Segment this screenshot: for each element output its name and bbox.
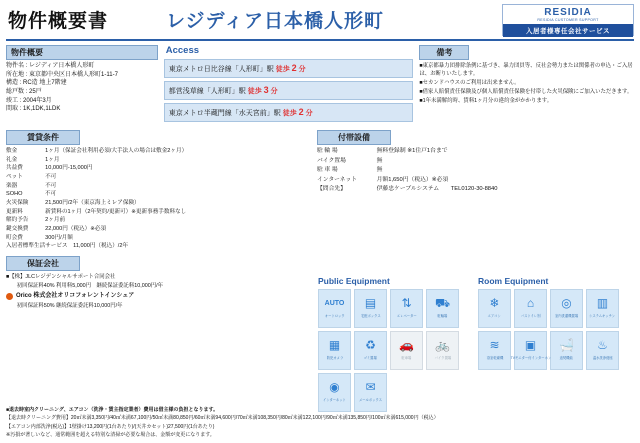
brand-name: RESIDIA (544, 7, 592, 18)
remarks-item: ■セカンドハウスのご利用は出来ません。 (419, 80, 520, 87)
equipment-row (317, 157, 628, 167)
washing-machine-icon (550, 289, 583, 328)
orico-name: Orico 株式会社オリコフォレントインシュア (16, 293, 135, 300)
icon-caption: 防犯カメラ (326, 356, 343, 360)
access-walk-label: 徒歩 (275, 66, 290, 73)
bath-toilet-separate-glyph: ⌂ (526, 296, 535, 310)
access-row (164, 103, 414, 122)
icon-caption: 宅配ボックス (360, 314, 381, 318)
auto-lock-icon (318, 289, 351, 328)
footer-line: ※汚損が著しいなど、通常範囲を超える特別な清掃が必要な場合は、金額が変更になります。 (6, 431, 215, 438)
equipment-value: 無 (376, 167, 383, 174)
overview-heading: 物件概要 (6, 45, 158, 60)
icon-caption: インターネット (323, 398, 346, 402)
property-name-title: レジディア日本橋人形町 (166, 10, 385, 32)
room-equipment-heading: Room Equipment (478, 276, 549, 286)
internet-glyph: ◉ (329, 380, 340, 394)
equipment-value: 無 (376, 157, 383, 164)
mailbox-glyph: ✉ (365, 380, 376, 394)
icon-caption: システムキッチン (589, 314, 616, 318)
equipment-heading: 付帯設備 (317, 130, 391, 145)
bike-parking-icon (426, 331, 459, 370)
guarantee-item: ■【株】JLCレジデンシャルサポート合同会社 (6, 273, 116, 280)
overview-row: 物件名 : レジディア日本橋人形町 (6, 63, 95, 69)
overview-row: 総戸数 : 25戸 (6, 89, 42, 96)
remarks-column (419, 45, 634, 125)
top-section (6, 45, 634, 125)
guarantee-item: 初回保証料40% 利用料5,000円 継続保証委託料10,000円/年 (6, 282, 163, 289)
rent-row: 更新料 新賃料の1ヶ月（2年契約/更新可）※更新事務手数料なし (6, 208, 187, 215)
icon-caption: バストイレ別 (520, 314, 541, 318)
delivery-box-glyph: ▤ (364, 296, 377, 310)
air-conditioner-icon (478, 289, 511, 328)
equipment-text-column (317, 130, 628, 251)
tv-intercom-icon (510, 331, 551, 370)
access-minutes-unit: 分 (305, 110, 313, 117)
access-line: 東京メトロ日比谷線「人形町」駅 (168, 66, 274, 73)
equipment-value: 月額1,650円（税込）※必須 (376, 176, 449, 183)
auto-lock-glyph: AUTO (324, 299, 345, 307)
header-divider (6, 39, 634, 41)
remarks-item: ■東京都暴力団排除条例に基づき、暴力団員等、反社会勢力または関係者の申込・ご入居は、お断りいたします。 (419, 63, 633, 78)
delivery-box-icon (354, 289, 387, 328)
overview-row: 所在地 : 東京都中央区日本橋人形町1-11-7 (6, 71, 118, 78)
equipment-note: ※1住戸1台まで (407, 148, 448, 154)
rent-row: 町会費 300円/月額 (6, 234, 73, 241)
page-title: 物件概要書 (8, 10, 109, 32)
access-walk-label: 徒歩 (247, 88, 262, 95)
middle-section (6, 130, 634, 251)
rent-row: SOHO 不可 (6, 191, 57, 198)
remarks-item: ■1年未満解約時、賃料1ヶ月分の違約金がかかります。 (419, 98, 553, 105)
access-minutes: 3 (263, 85, 269, 95)
bicycle-parking-glyph: ⛟ (434, 296, 451, 310)
footer-line: ■退去時室内クリーニング、エアコン（洗浄・賃主指定業者）費用は借主様の負担となります。 (6, 407, 219, 413)
tv-intercom-glyph: ▣ (524, 338, 537, 352)
icon-caption: 浴室乾燥機 (486, 356, 503, 360)
access-row (164, 59, 414, 78)
rent-column (6, 130, 311, 251)
rent-row: 敷金 1ヶ月（保証会社利用必須/大手法人の場合は敷金2ヶ月） (6, 148, 188, 154)
access-column (164, 45, 414, 125)
equipment-row (317, 166, 628, 176)
air-conditioner-glyph: ❄ (489, 296, 500, 310)
rent-row: 鍵交換費 22,000円（税込）※必須 (6, 225, 107, 232)
rent-row: 火災保険 21,500円/2年（東京海上ミレア保険） (6, 199, 140, 206)
washing-machine-glyph: ◎ (561, 296, 572, 310)
room-equipment-panel (478, 276, 626, 412)
security-camera-glyph: ▦ (328, 338, 341, 352)
rent-row: 礼金 1ヶ月 (6, 156, 60, 163)
equipment-contact-label: 【問合先】 (317, 186, 346, 193)
icon-caption: 追焚機能 (559, 356, 574, 360)
bathroom-dryer-glyph: ≋ (489, 338, 500, 352)
access-minutes-unit: 分 (298, 66, 306, 73)
orico-row (6, 292, 311, 302)
equipment-icon-panels (318, 276, 634, 412)
parking-glyph: 🚗 (399, 338, 414, 352)
equipment-label: 駐 輪 場 (317, 148, 338, 154)
elevator-icon (390, 289, 423, 328)
icon-caption: ゴミ置場 (363, 356, 378, 360)
equipment-label: 駐 車 場 (317, 167, 338, 174)
rent-row: ペット 不可 (6, 173, 57, 180)
rent-row: 楽器 不可 (6, 182, 57, 189)
public-equipment-panel (318, 276, 466, 412)
equipment-label: バイク置場 (317, 157, 346, 164)
warm-toilet-seat-icon (586, 331, 619, 370)
overview-row: 間取 : 1K,1DK,1LDK (6, 106, 61, 113)
auto-bath-icon (550, 331, 583, 370)
brand-badge: 入居者様専任会社サービス (503, 24, 633, 37)
icon-caption: エレベーター (396, 314, 417, 318)
equipment-row (317, 176, 628, 186)
overview-row: 構造 : RC造 地上7階建 (6, 80, 67, 87)
guarantee-section (6, 256, 311, 311)
security-camera-icon (318, 331, 351, 370)
remarks-heading: 備考 (419, 45, 469, 60)
brand-subtitle: RESIDIA CUSTOMER SUPPORT (537, 18, 599, 22)
access-row (164, 81, 414, 100)
guarantee-heading: 保証会社 (6, 256, 80, 271)
access-heading: Access (165, 45, 200, 56)
equipment-row (317, 185, 628, 195)
parking-icon (390, 331, 423, 370)
access-minutes: 2 (298, 107, 304, 117)
auto-bath-glyph: 🛁 (559, 338, 574, 352)
rent-row: 入居者標準生活サービス 11,000円（税込）/2年 (6, 243, 129, 250)
bathroom-dryer-icon (478, 331, 511, 370)
document-header (6, 4, 634, 38)
trash-room-glyph: ♻ (365, 338, 376, 352)
bath-toilet-separate-icon (514, 289, 547, 328)
rent-heading: 賃貸条件 (6, 130, 80, 145)
bicycle-parking-icon (426, 289, 459, 328)
remarks-item: ■借家人賠償責任保険及び個人賠償責任保険を付帯した火災保険にご加入いただきます。 (419, 89, 633, 96)
guarantee-body (6, 273, 311, 311)
rent-row: 共益費 10,000円-15,000円 (6, 165, 93, 172)
system-kitchen-icon (586, 289, 619, 328)
brand-logo-box (502, 4, 634, 36)
orico-logo-icon (6, 293, 13, 300)
bike-parking-glyph: 🚲 (435, 338, 450, 352)
footer-line: 【退去時クリーニング費用】20㎡未満3,350円/40㎡未満67,100円/50㎡未満80,850円/60㎡未満94,600円/70㎡未満108,350円/80㎡未満122,100円/90㎡未満135,850円/100㎡未満615,000円（税込） (6, 415, 439, 422)
overview-list (6, 62, 158, 114)
public-equipment-heading: Public Equipment (318, 276, 390, 286)
orico-detail: 初回保証料50% 継続保証委託料10,000円/年 (6, 302, 123, 309)
icon-caption: TVモニター付インターホン (510, 356, 551, 360)
rent-list (6, 147, 311, 251)
system-kitchen-glyph: ▥ (596, 296, 609, 310)
access-minutes: 2 (291, 63, 297, 73)
equipment-value: 無料登録制 (376, 148, 406, 154)
icon-caption: 駐車場 (401, 356, 412, 360)
rent-row: 解約予告 2ヶ月前 (6, 217, 66, 224)
access-line: 東京メトロ半蔵門線「水天宮前」駅 (168, 110, 281, 117)
equipment-row (317, 147, 628, 157)
trash-room-icon (354, 331, 387, 370)
room-equipment-grid (478, 289, 626, 370)
elevator-glyph: ⇅ (401, 296, 412, 310)
icon-caption: エアコン (487, 314, 502, 318)
access-minutes-unit: 分 (270, 88, 278, 95)
equipment-label: インターネット (317, 176, 358, 183)
icon-caption: 温水洗浄便座 (592, 356, 613, 360)
equipment-contact-value: 伊藤忠ケーブルシステム TEL0120-30-8840 (376, 186, 498, 193)
access-line: 都営浅草線「人形町」駅 (168, 88, 246, 95)
warm-toilet-seat-glyph: ♨ (597, 338, 608, 352)
access-walk-label: 徒歩 (282, 110, 297, 117)
icon-caption: メールボックス (358, 398, 383, 402)
overview-column (6, 45, 158, 125)
footer-notes (6, 407, 634, 440)
equipment-list (317, 147, 628, 195)
remarks-list (419, 62, 634, 106)
public-equipment-grid (318, 289, 466, 412)
icon-caption: 駐輪場 (437, 314, 448, 318)
icon-caption: バイク置場 (434, 356, 451, 360)
footer-line: 【エアコン内部洗浄(税込)】1壁掛け13,200円(1台あたり)/(天井カセット)27,500円(1台あたり) (6, 423, 215, 430)
icon-caption: オートロック (324, 314, 345, 318)
icon-caption: 室内洗濯機置場 (554, 314, 579, 318)
overview-row: 竣工 : 2004年3月 (6, 97, 52, 104)
